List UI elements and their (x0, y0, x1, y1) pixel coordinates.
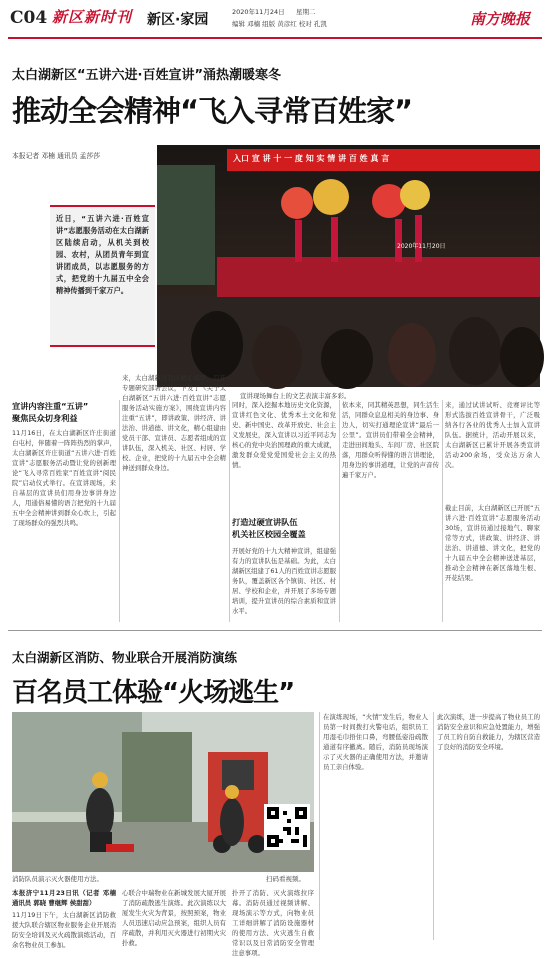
paper-logo: 南方晚报 (470, 10, 531, 28)
col1-subhead: 宣讲内容注重“五讲” 聚焦民众切身利益 (12, 401, 89, 423)
story2-kicker: 太白湖新区消防、物业联合开展消防演练 (12, 650, 238, 665)
col1-text: 11月16日，在太白湖新区许庄街道白屯村，伴随着一阵阵热烈的掌声，太白湖新区许庄街道“五讲六进·百姓宣讲”志愿服务活动暨让党的创新理论“飞入寻常百姓家”百姓宣讲“阅民院”启动仪式举行。在宣讲现场，来自基层的宣讲员们用身边事讲身边人，用通俗易懂的语言把党的十九届五中全会精神讲到群众心坎上，引起了现场群众的强烈共鸣。 (12, 429, 116, 527)
issue-date: 2020年11月24日 (232, 8, 285, 16)
col3-subhead: 打造过硬宣讲队伍 机关社区校园全覆盖 (232, 517, 306, 539)
masthead (0, 0, 550, 44)
qr-caption: 扫码看视频。 (266, 875, 305, 883)
story2-col2-text: 心联合中瑞物业在新城发展大厦开展了消防疏散逃生演练。此次演练以大厦发生火灾为背景，按照预案，物业人员迅速启动应急预案，组织人员有序疏散，并利用灭火器进行初期火灾扑救。 (122, 889, 226, 947)
photo-banner: 入口 宣 讲 十 一 度 知 实 情 讲 百 姓 真 言 (233, 154, 390, 163)
qr-code-icon (267, 807, 307, 847)
photo-banner-date: 2020年11月20日 (397, 243, 446, 250)
section-divider (8, 630, 542, 631)
page-number: C04 (10, 8, 48, 28)
qr-code[interactable] (264, 804, 310, 850)
story2-col1-text: 11月19日下午，太白湖新区消防救援大队联合辖区物业服务企业开展消防安全培训及灭火疏散演练活动，百余名物业员工参加。 (12, 911, 116, 949)
col3-text: 同时，深入挖掘本地历史文化资源，宣讲红色文化、优秀本土文化和党史、新中国史、改革开放史、社会主义发展史，深入宣讲以习近平同志为核心的党中央治国理政的重大成就，激发群众爱党爱国爱社会主义的热情。 (232, 401, 336, 469)
story2-photo-caption: 消防队员演示灭火器使用方法。 (12, 875, 103, 883)
column-rule (119, 400, 120, 622)
story2-photo (12, 712, 314, 872)
col5-text2: 截止目前，太白湖新区已开展“五讲六进·百姓宣讲”志愿服务活动30场，宣讲员通过接地气、聊家常等方式，讲政策、讲经济、讲法治、讲道德、讲文化，把党的十九届五中全会精神送进基层，推动全会精神在新区落地生根、开花结果。 (445, 504, 540, 582)
editor-credits: 编辑 邓楠 组版 黄彦红 校对 孔凯 (232, 20, 327, 28)
story1-headline: 推动全会精神“飞入寻常百姓家” (12, 94, 413, 128)
lead-text: 近日，“五讲六进·百姓宣讲”志愿服务活动在太白湖新区陆续启动，从机关到校园、农村，从团员青年到宣讲团成员，以志愿服务的方式，把党的十九届五中全会精神传播到千家万户。 (56, 214, 149, 295)
col4-text: 依本来，同其精英思想，同生活生活，同群众息息相关的身边事、身边人，切实打通理论宣讲“最后一公里”。宣讲员们带着全会精神，走进田间地头、车间厂房、社区院落，用群众听得懂的语言讲理论，用身边的事讲道理，让党的声音传遍千家万户。 (342, 401, 439, 479)
masthead-rule (8, 37, 542, 39)
story1-byline: 本报记者 邓楠 通讯员 孟莎莎 (12, 152, 101, 160)
column-rule (433, 712, 434, 940)
section-title: 新区·家园 (147, 12, 209, 28)
story2-col5-text: 此次演练，进一步提高了物业员工的消防安全意识和应急处置能力，增强了员工的自防自救能力，为辖区营造了良好的消防安全环境。 (437, 713, 540, 751)
story1-photo (157, 145, 540, 387)
brand-logo: 新区新时刊 (52, 8, 133, 26)
story2-byline: 本报济宁11月23日讯（记者 邓楠 通讯员 郭晓 曹继辉 侯甜甜） (12, 889, 116, 907)
col2-text: 来，太白湖新区及时精心组织，召开专题研究部署会议，下发了《关于太白湖新区“五讲六进·百姓宣讲”志愿服务活动实施方案》，围绕宣讲内容注重“五讲”，即讲政策、讲经济、讲法治、讲道德、讲文化，精心组建由党员干部、宣讲员、志愿者组成的宣讲队伍，深入机关、社区、村居、学校、企业，把党的十九届五中全会精神送到群众身边。 (122, 374, 226, 472)
column-rule (442, 400, 443, 622)
column-rule (229, 400, 230, 622)
column-rule (319, 712, 320, 940)
col3-text2: 开展好党的十九大精神宣讲，组建强有力的宣讲队伍是基础。为此，太白湖新区组建了61人的百姓宣讲志愿服务队，覆盖新区各个镇街、社区、村居、学校和企业，并开展了多场专题培训，提升宣讲员的综合素质和宣讲水平。 (232, 547, 336, 615)
column-rule (339, 400, 340, 622)
story1-kicker: 太白湖新区“五讲六进·百姓宣讲”涌热潮暖寒冬 (12, 68, 282, 83)
lead-box (50, 205, 155, 347)
issue-weekday: 星期二 (296, 8, 316, 16)
stage-performance-image (157, 145, 540, 387)
story1-photo-caption: 宣讲现场舞台上的文艺表演丰富多彩。 (240, 392, 351, 400)
story2-col4-text: 在演练现场，“火情”发生后，物业人员第一时间拨打火警电话，组织员工用湿毛巾捂住口鼻，弯腰低姿沿疏散通道有序撤离。随后，消防员现场演示了灭火器的正确使用方法，并邀请员工亲自体验。 (323, 713, 428, 771)
story2-col3-text: 扑开了消防、灭火演练拉序幕。消防员通过视频讲解、现场演示等方式，向物业员工详细讲解了消防设施器材的使用方法、火灾逃生自救常识以及日常消防安全管理注意事项。 (232, 889, 314, 957)
col5-text: 来，通过试讲试听、竞赛评比等形式选拔百姓宣讲骨干，广泛吸纳各行各业的优秀人士加入宣讲队伍。据统计，活动开展以来，太白湖新区已累计开展各类宣讲活动200余场，受众达万余人次。 (445, 401, 540, 469)
story2-headline: 百名员工体验“火场逃生” (12, 678, 295, 708)
